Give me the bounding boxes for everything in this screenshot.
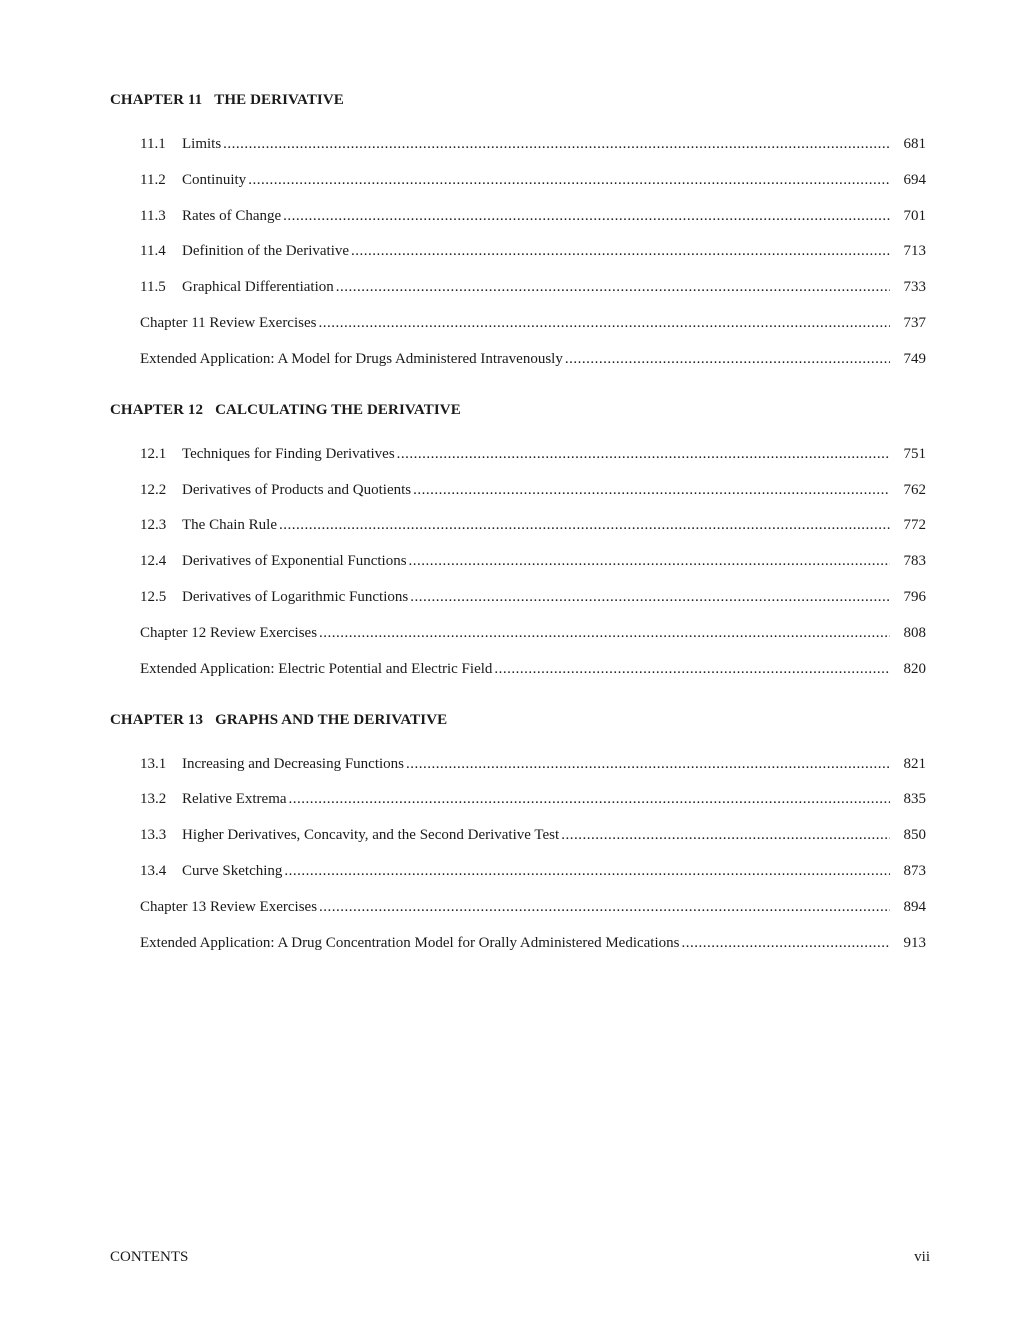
page-number: 713 [903,243,926,260]
section-title: Continuity [182,171,247,188]
dot-leader [681,933,890,953]
page-number: 835 [903,791,926,808]
chapter-heading [110,90,926,110]
dot-leader [413,480,890,500]
dot-leader [279,515,890,535]
section-title: Definition of the Derivative [182,243,350,260]
toc-entry[interactable] [140,480,926,500]
toc-entry-review[interactable] [140,313,926,333]
section-number: 13.2 [140,791,167,808]
page-number: 749 [903,350,926,367]
page-footer [110,1247,930,1267]
page-number: 737 [903,314,926,331]
toc-entry[interactable] [140,170,926,190]
dot-leader [351,241,890,261]
section-title: Rates of Change [182,207,282,224]
toc-entry-extended-application[interactable] [140,349,926,369]
toc-entry-review[interactable] [140,623,926,643]
chapter-number: CHAPTER 11 [110,92,203,108]
section-title: Limits [182,136,222,152]
page-number: 820 [903,660,926,677]
section-number: 11.5 [140,279,166,296]
dot-leader [284,861,890,881]
toc-entry-extended-application[interactable] [140,933,926,953]
toc-entry-review[interactable] [140,897,926,917]
toc-entry[interactable] [140,134,926,154]
section-number: 13.3 [140,827,167,844]
chapter-heading [110,710,926,730]
page-number: 850 [903,827,926,844]
table-of-contents [110,90,926,984]
section-title: Chapter 13 Review Exercises [140,898,318,915]
section-number: 11.4 [140,243,166,260]
toc-entry[interactable] [140,825,926,845]
toc-entry-extended-application[interactable] [140,659,926,679]
dot-leader [561,825,890,845]
section-title: Extended Application: A Model for Drugs Administered Intravenously [140,350,563,367]
toc-entry[interactable] [140,277,926,297]
page-number: 808 [903,624,926,641]
section-number: 12.1 [140,445,167,462]
toc-entry[interactable] [140,206,926,226]
dot-leader [397,444,890,464]
dot-leader [410,587,890,607]
section-title: The Chain Rule [182,517,277,534]
dot-leader [318,313,890,333]
section-title: Graphical Differentiation [182,279,334,296]
section-title: Extended Application: A Drug Concentration Model for Orally Administered Medications [140,934,680,951]
footer-section-label: CONTENTS [110,1249,189,1265]
page-number: 681 [903,136,926,152]
dot-leader [565,349,890,369]
section-number: 13.1 [140,755,167,772]
dot-leader [283,206,890,226]
section-title: Extended Application: Electric Potential and Electric Field [140,660,493,677]
dot-leader [319,897,890,917]
section-number: 12.5 [140,588,167,605]
dot-leader [409,551,890,571]
section-title: Chapter 12 Review Exercises [140,624,318,641]
toc-entry[interactable] [140,551,926,571]
section-title: Curve Sketching [182,862,283,879]
section-number: 11.3 [140,207,166,224]
chapter-number: CHAPTER 12 [110,401,204,418]
chapter-number: CHAPTER 13 [110,711,204,728]
chapter-heading [110,400,926,420]
toc-entry[interactable] [140,241,926,261]
page-number: 751 [903,445,926,462]
page-number: 873 [903,862,926,879]
section-title: Chapter 11 Review Exercises [140,314,317,331]
dot-leader [248,170,890,190]
chapter-11 [110,90,926,369]
page-number: 783 [903,553,926,570]
section-number: 12.2 [140,481,167,498]
toc-entry[interactable] [140,754,926,774]
page-number: 701 [903,207,926,224]
page-number: 796 [903,588,926,605]
section-number: 13.4 [140,862,167,879]
dot-leader [336,277,890,297]
chapter-title: CALCULATING THE DERIVATIVE [215,401,461,418]
dot-leader [406,754,890,774]
chapter-13 [110,710,926,953]
section-title: Relative Extrema [182,791,287,808]
toc-entry[interactable] [140,861,926,881]
section-number: 12.3 [140,517,167,534]
page-number: 913 [903,934,926,951]
section-title: Higher Derivatives, Concavity, and the Second Derivative Test [182,827,560,844]
chapter-title: THE DERIVATIVE [214,92,344,108]
section-title: Derivatives of Products and Quotients [182,481,412,498]
toc-entry[interactable] [140,515,926,535]
section-title: Derivatives of Logarithmic Functions [182,588,409,605]
footer-page-number: vii [914,1249,930,1265]
page-number: 762 [903,481,926,498]
toc-entry[interactable] [140,789,926,809]
section-number: 11.2 [140,171,166,188]
section-title: Techniques for Finding Derivatives [182,445,395,462]
page-number: 821 [903,755,926,772]
section-title: Increasing and Decreasing Functions [182,755,405,772]
chapter-title: GRAPHS AND THE DERIVATIVE [215,711,448,728]
section-title: Derivatives of Exponential Functions [182,553,407,570]
page-number: 733 [903,279,926,296]
section-number: 11.1 [140,136,166,152]
page-number: 772 [903,517,926,534]
dot-leader [289,789,890,809]
section-number: 12.4 [140,553,167,570]
toc-entry[interactable] [140,444,926,464]
page-number: 894 [903,898,926,915]
chapter-12 [110,400,926,679]
dot-leader [319,623,890,643]
dot-leader [494,659,890,679]
dot-leader [223,134,890,154]
page-number: 694 [903,171,926,188]
toc-entry[interactable] [140,587,926,607]
